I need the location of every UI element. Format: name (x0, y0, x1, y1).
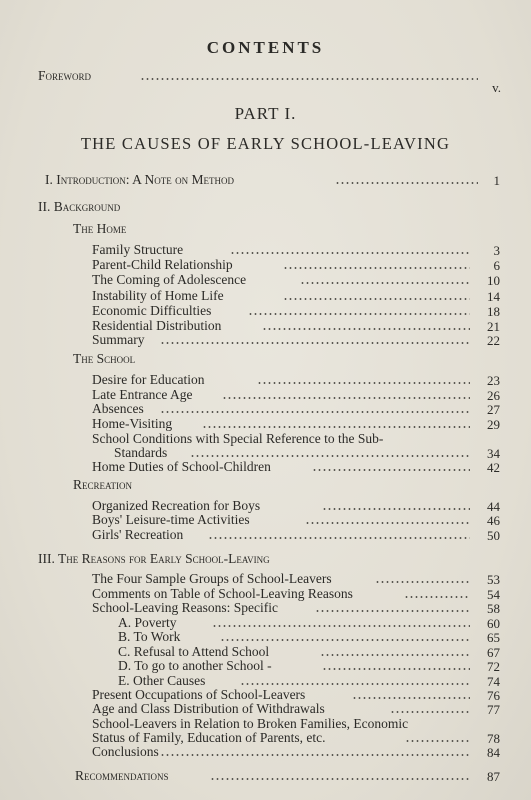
toc-page: 44 (487, 499, 500, 514)
toc-entry (92, 416, 172, 431)
toc-page: 18 (487, 304, 500, 319)
toc-page: 65 (487, 630, 500, 645)
toc-entry (92, 600, 278, 615)
toc-entry (45, 172, 234, 187)
leader-dots (320, 654, 470, 656)
toc-label: Boys' Leisure-time Activities (92, 512, 250, 527)
toc-entry (92, 527, 183, 542)
toc-entry (38, 199, 120, 214)
toc-label: Home Duties of School-Children (92, 459, 271, 474)
toc-entry (92, 318, 221, 333)
toc-page: 21 (487, 319, 500, 334)
leader-dots (404, 596, 470, 598)
leader-dots (222, 397, 470, 399)
leader-dots (210, 778, 470, 780)
toc-label: C. Refusal to Attend School (118, 644, 270, 659)
toc-label: Family Structure (92, 242, 184, 257)
leader-dots (160, 754, 470, 756)
toc-entry (73, 477, 132, 492)
toc-entry (92, 288, 224, 303)
toc-page: 67 (487, 645, 500, 660)
toc-label: Recommendations (75, 768, 169, 783)
leader-dots (257, 382, 470, 384)
toc-label: Late Entrance Age (92, 387, 193, 402)
toc-entry (92, 512, 250, 527)
leader-dots (315, 610, 470, 612)
contents-title: CONTENTS (206, 38, 325, 57)
leader-dots (190, 455, 470, 457)
toc-label: A. Poverty (118, 615, 177, 630)
toc-label: Desire for Education (92, 372, 205, 387)
toc-page: 50 (487, 528, 500, 543)
toc-page: 14 (487, 289, 500, 304)
toc-page: 23 (487, 373, 500, 388)
toc-entry (92, 459, 271, 474)
leader-dots (283, 298, 470, 300)
toc-label: The Home (73, 221, 127, 236)
toc-entry-foreword (38, 68, 91, 83)
toc-label: The Four Sample Groups of School-Leavers (92, 571, 332, 586)
leader-dots (208, 537, 470, 539)
toc-entry (92, 401, 144, 416)
toc-label: Comments on Table of School-Leaving Reasons (92, 586, 353, 601)
toc-entry (92, 303, 211, 318)
leader-dots (160, 342, 470, 344)
leader-dots (305, 522, 470, 524)
toc-label: Home-Visiting (92, 416, 173, 431)
toc-entry (75, 768, 169, 783)
leader-dots (240, 683, 470, 685)
toc-label: Parent-Child Relationship (92, 257, 233, 272)
toc-entry (73, 351, 135, 366)
leader-dots (405, 740, 470, 742)
toc-page: 76 (487, 688, 500, 703)
toc-entry (92, 716, 408, 731)
leader-dots (322, 508, 470, 510)
toc-page: 72 (487, 659, 500, 674)
toc-entry (73, 221, 126, 236)
leader-dots (335, 182, 478, 184)
toc-label: Standards (114, 445, 168, 460)
toc-label: B. To Work (118, 629, 181, 644)
leader-dots (283, 267, 470, 269)
toc-entry (92, 332, 145, 347)
toc-label: Absences (92, 401, 144, 416)
toc-label: School-Leavers in Relation to Broken Families, Economic (92, 716, 409, 731)
toc-page: v. (492, 80, 501, 95)
leader-dots (212, 625, 470, 627)
toc-page: 42 (487, 460, 500, 475)
toc-page: 34 (487, 446, 500, 461)
toc-label: Recreation (73, 477, 133, 492)
toc-page: 27 (487, 402, 500, 417)
toc-entry (92, 272, 246, 287)
toc-page: 3 (493, 243, 500, 258)
toc-entry (92, 431, 383, 446)
toc-entry (92, 372, 204, 387)
toc-entry (92, 701, 325, 716)
toc-entry (118, 629, 180, 644)
toc-entry (92, 730, 325, 745)
part-title: THE CAUSES OF EARLY SCHOOL-LEAVING (80, 134, 451, 153)
toc-label: Instability of Home Life (92, 288, 224, 303)
leader-dots (220, 639, 470, 641)
toc-page: 29 (487, 417, 500, 432)
leader-dots (390, 711, 470, 713)
toc-entry (38, 551, 270, 566)
toc-label: School Conditions with Special Reference to the Sub- (92, 431, 384, 446)
toc-entry (92, 687, 305, 702)
toc-entry (92, 586, 353, 601)
leader-dots (262, 328, 470, 330)
toc-page: 53 (487, 572, 500, 587)
toc-page: 22 (487, 333, 500, 348)
leader-dots (300, 282, 470, 284)
toc-page: 54 (487, 587, 500, 602)
toc-page: 6 (493, 258, 500, 273)
leader-dots (230, 252, 470, 254)
toc-label: II. Background (38, 199, 121, 214)
toc-page: 60 (487, 616, 500, 631)
toc-entry (118, 615, 177, 630)
toc-entry (114, 445, 167, 460)
toc-page: 74 (487, 674, 500, 689)
toc-entry (92, 387, 192, 402)
toc-label: D. To go to another School - (118, 658, 272, 673)
toc-entry (118, 644, 269, 659)
leader-dots (312, 469, 470, 471)
toc-label: The School (73, 351, 136, 366)
leader-dots (248, 313, 470, 315)
toc-label: Status of Family, Education of Parents, etc. (92, 730, 326, 745)
toc-entry (118, 673, 205, 688)
toc-label: I. Introduction: A Note on Method (45, 172, 234, 187)
toc-entry (118, 658, 272, 673)
toc-label: Girls' Recreation (92, 527, 184, 542)
toc-label: Foreword (38, 68, 92, 83)
toc-page: 77 (487, 702, 500, 717)
leader-dots (140, 78, 478, 80)
toc-entry (92, 498, 260, 513)
toc-page: 1 (493, 173, 500, 188)
toc-page: 87 (487, 769, 500, 784)
toc-label: Economic Difficulties (92, 303, 212, 318)
leader-dots (160, 411, 470, 413)
toc-entry (92, 571, 332, 586)
leader-dots (352, 697, 470, 699)
toc-page: 46 (487, 513, 500, 528)
toc-page: 26 (487, 388, 500, 403)
toc-label: School-Leaving Reasons: Specific (92, 600, 278, 615)
toc-label: E. Other Causes (118, 673, 206, 688)
leader-dots (202, 426, 470, 428)
toc-entry (92, 257, 233, 272)
toc-entry (92, 242, 183, 257)
toc-label: Summary (92, 332, 145, 347)
toc-entry (92, 744, 159, 759)
toc-label: Age and Class Distribution of Withdrawals (92, 701, 325, 716)
part-heading: PART I. (234, 104, 297, 123)
toc-page: 10 (487, 273, 500, 288)
toc-label: Present Occupations of School-Leavers (92, 687, 306, 702)
leader-dots (375, 581, 470, 583)
toc-page: 84 (487, 745, 500, 760)
toc-page: 78 (487, 731, 500, 746)
toc-label: Residential Distribution (92, 318, 222, 333)
toc-label: III. The Reasons for Early School-Leaving (38, 551, 270, 566)
leader-dots (322, 668, 470, 670)
toc-label: Conclusions (92, 744, 159, 759)
toc-label: The Coming of Adolescence (92, 272, 247, 287)
toc-label: Organized Recreation for Boys (92, 498, 261, 513)
toc-page: 58 (487, 601, 500, 616)
